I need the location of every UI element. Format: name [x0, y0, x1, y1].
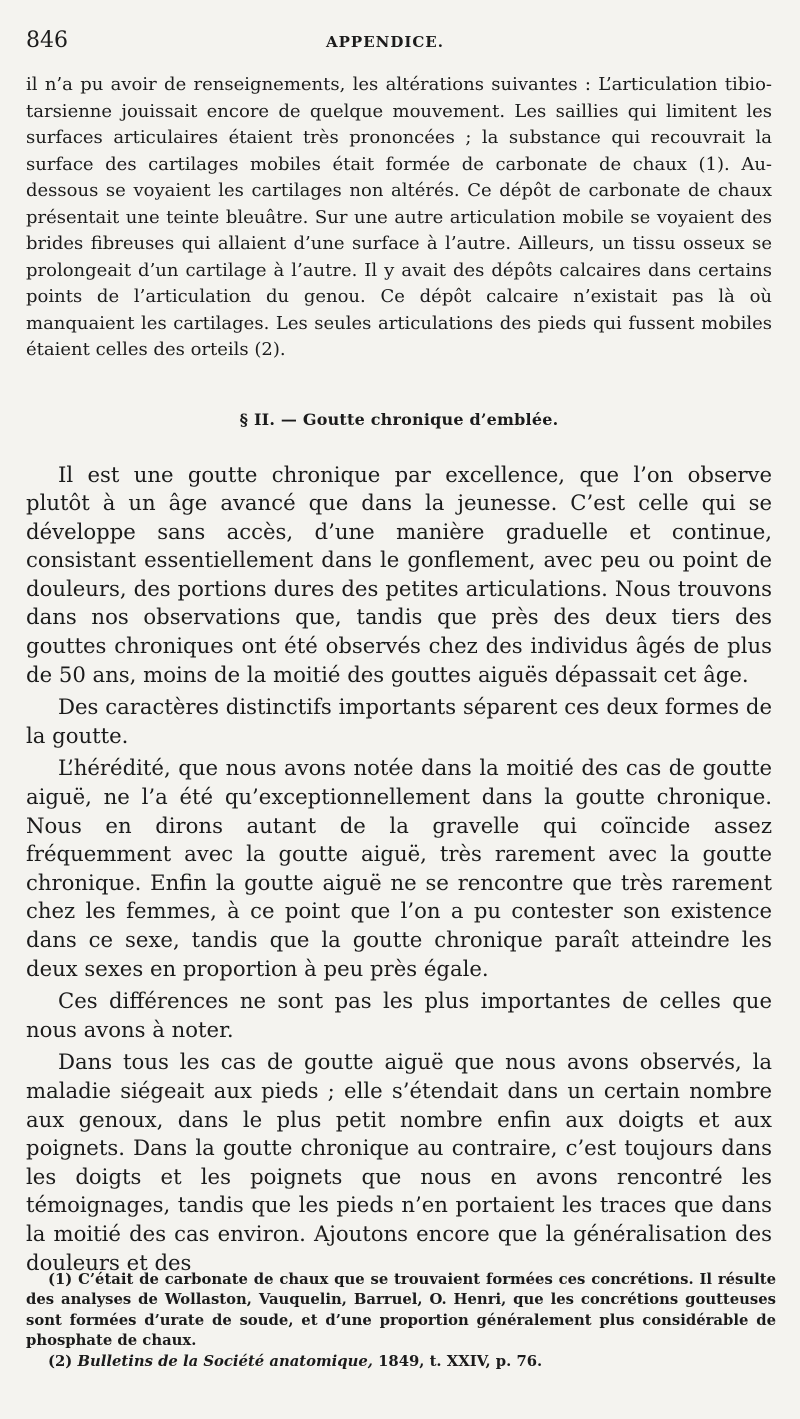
footnotes — [26, 1270, 776, 1372]
footnote-2-marker: (2) — [48, 1352, 73, 1370]
body-paragraph: Dans tous les cas de goutte aiguë que nous avons observés, la maladie siégeait aux pieds ; elle s’étendait dans un certain nombre aux genoux, dans le plus petit nombre enfin aux doigts et aux poignets. Dans la goutte chronique au contraire, c’est toujours dans les doigts et les poignets que nous en avons rencontré les témoignages, tandis que les pieds n’en portaient les traces que dans la moitié des cas environ. Ajoutons encore que la généralisation des douleurs et des — [26, 1049, 772, 1275]
footnote-2-journal: Bulletins de la Société anatomique, — [77, 1352, 373, 1370]
footnote-2-reference: 1849, t. XXIV, p. 76. — [378, 1352, 543, 1370]
body-paragraph: L’hérédité, que nous avons notée dans la moitié des cas de goutte aiguë, ne l’a été qu’exceptionnellement dans la goutte chronique. Nous en dirons autant de la gravelle qui coïncide assez fréquemment avec la goutte aiguë, très rarement avec la goutte chronique. Enfin la goutte aiguë ne se rencontre que très rarement chez les femmes, à ce point que l’on a pu contester son existence dans ce sexe, tandis que la goutte chronique paraît atteindre les deux sexes en proportion à peu près égale. — [26, 755, 772, 981]
footnote-2 — [26, 1352, 776, 1372]
body-paragraph: Il est une goutte chronique par excellence, que l’on observe plutôt à un âge avancé que dans la jeunesse. C’est celle qui se développe sans accès, d’une manière graduelle et continue, consistant essentiellement dans le gonflement, avec peu ou point de douleurs, des portions dures des petites articulations. Nous trouvons dans nos observations que, tandis que près des deux tiers des gouttes chroniques ont été observés chez des individus âgés de plus de 50 ans, moins de la moitié des gouttes aiguës dépassait cet âge. — [26, 461, 772, 687]
section-heading: § II. — Goutte chronique d’emblée. — [239, 409, 559, 429]
running-title: APPENDICE. — [326, 33, 444, 51]
body-paragraph: Des caractères distinctifs importants séparent ces deux formes de la goutte. — [26, 694, 772, 748]
section-body — [26, 461, 772, 1278]
continued-observation — [26, 72, 772, 364]
page-number: 846 — [26, 28, 68, 53]
intro-paragraph: il n’a pu avoir de renseignements, les altérations suivantes : L’articulation tibio-tarsienne jouissait encore de quelque mouvement. Les saillies qui limitent les surfaces articulaires étaient très prononcées ; la substance qui recouvrait la surface des cartilages mobiles était formée de carbonate de chaux (1). Au-dessous se voyaient les cartilages non altérés. Ce dépôt de carbonate de chaux présentait une teinte bleuâtre. Sur une autre articulation mobile se voyaient des brides fibreuses qui allaient d’une surface à l’autre. Ailleurs, un tissu osseux se prolongeait d’un cartilage à l’autre. Il y avait des dépôts calcaires dans certains points de l’articulation du genou. Ce dépôt calcaire n’existait pas là où manquaient les cartilages. Les seules articulations des pieds qui fussent mobiles étaient celles des orteils (2). — [26, 74, 772, 360]
body-paragraph: Ces différences ne sont pas les plus importantes de celles que nous avons à noter. — [26, 988, 772, 1042]
footnote-1: (1) C’était de carbonate de chaux que se trouvaient formées ces concrétions. Il résulte des analyses de Wollaston, Vauquelin, Barruel, O. Henri, que les concrétions goutteuses sont formées d’urate de soude, et d’une proportion généralement plus considérable de phosphate de chaux. — [26, 1271, 776, 1350]
page-header — [26, 28, 772, 72]
